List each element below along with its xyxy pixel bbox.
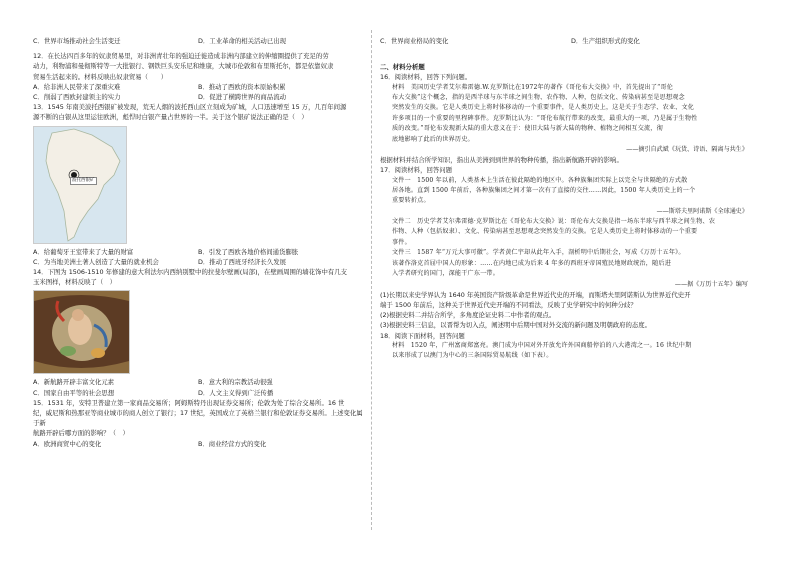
- option-a: A．欧洲商贸中心的变化: [33, 439, 102, 448]
- option-a: A．给葡萄牙王室带来了大量的财富: [33, 247, 134, 256]
- q17-material-1: [380, 176, 762, 207]
- q13-line: 13．1545 年南美波托西银矿被发现，荒无人烟的波托西山区立刻成为矿城，人口迅速增至 15 万，几百年间源: [33, 103, 347, 112]
- q17-heading: 17．阅读材料，回答问题: [380, 166, 453, 175]
- column-divider: [371, 30, 372, 530]
- q17-material-line: 文件一 1500 年以前，人类基本上生活在彼此隔绝的地区中。各种族集团实际上以完全与世隔绝的方式散: [392, 176, 688, 184]
- q11-options-row: [33, 36, 363, 46]
- option-c: C．世界商业格局的变化: [380, 37, 449, 45]
- option-c: C．国家自由平等的社会思想: [33, 388, 115, 397]
- q16-material-line: 底地影响了此后的世界历史。: [392, 135, 474, 143]
- q14-options-row: [33, 377, 363, 387]
- q17-source-3: ——据《万历十五年》编写: [674, 280, 748, 288]
- q16-material-line: 突然发生的交换。它是人类历史上将时体移动的一个重要事件，是人类历史上，这是关于生态学、农业、文化: [392, 104, 695, 112]
- q16-material-line: 质的改变。”哥伦布发现新大陆的重大意义在于：使旧大陆与新大陆的物种、植物之间相互交流，彻: [392, 125, 663, 133]
- option-d: D．促进了横跨世界的商品流动: [198, 93, 286, 102]
- section-heading: 二、材料分析题: [380, 63, 425, 72]
- option-d: D．生产组织形式的变化: [571, 37, 640, 45]
- q12-line: 12．在长达四百多年的奴隶贸易里，对非洲青壮年的强迫迁徙造成非洲内部建立的伸缩圈提供了充足的劳: [33, 52, 329, 61]
- q16-heading: 16．阅读材料，回答下列问题。: [380, 73, 472, 82]
- q16-material-line: 许多项目的一个重要的里程碑事件。克罗斯比认为：“哥伦布航行带来的改变，最重大的一项，乃是属于生物性: [392, 114, 698, 122]
- option-b: B．意大利的宗教活动很强: [198, 378, 273, 387]
- fresco-drawing: [34, 291, 129, 373]
- option-c: C．削弱了西欧封建领主的实力: [33, 93, 121, 102]
- q16-material-line: 布大交换”这个概念，指的是西半球与东半球之间生物、农作物、人种，包括文化、传染病甚至是思想观念: [392, 94, 685, 102]
- south-america-map: [33, 126, 127, 244]
- q15-line: 15．1531 年，安特卫普建立第一家商品交易所；阿姆斯特丹出现证券交易所；伦敦为处了综合交易所。16 世: [33, 398, 345, 407]
- continent-shape: [34, 127, 126, 243]
- q15-line: 纪，威尼斯和热那亚等商业城市的商人创立了银行；17 世纪，英国成立了英格兰银行和伦敦证券交易所。上述变化属于新: [33, 409, 363, 428]
- q18-material: [380, 341, 762, 362]
- fresco-image: [33, 290, 130, 374]
- silver-mine-label: 波托西银矿: [72, 177, 95, 183]
- q17-question-line: (2)根据史料二并结合所学，多角度论证史料二中作者的观点。: [380, 311, 556, 320]
- option-a: A．新航路开辟丰富文化元素: [33, 378, 115, 387]
- q17-material-line: 文件二 历史学者艾尔弗雷德·克罗斯比在《哥伦布大交换》说：哥伦布大交换是指一场东半球与西半球之间生物、农: [392, 218, 716, 226]
- q17-material-2: [380, 217, 762, 248]
- option-d: D．人文主义得到广泛传播: [198, 388, 274, 397]
- q15-options-row: [33, 439, 363, 449]
- left-column: [33, 36, 363, 449]
- q13-stem: [33, 102, 363, 122]
- q18-heading: 18．阅读下面材料，回答问题: [380, 331, 465, 340]
- option-b: B．商业经营方式的变化: [198, 439, 267, 448]
- right-column: [380, 36, 762, 362]
- q13-options-row: [33, 257, 363, 267]
- q17-source-1: ——斯塔夫里阿诺斯《全球通史》: [656, 207, 748, 215]
- q12-line: 贸易生活起来的。材料反映出奴隶贸易（ ）: [33, 72, 168, 81]
- q17-material-line: 重要转折点。: [392, 197, 430, 205]
- q16-material-line: 材料 美国历史学者艾尔弗雷德.W.克罗斯比在1972年的著作《哥伦布大交换》中，首先提出了“哥伦: [392, 83, 674, 91]
- option-b: B．引发了西欧各地价格间通货膨胀: [198, 247, 299, 256]
- q14-line: 14．下图为 1506-1510 年修建的意大利法尔内西纳别墅中的拉斐尔壁画(局部)，在壁画周围的墙花饰中有几支: [33, 268, 348, 277]
- q14-options-row: [33, 388, 363, 398]
- q17-questions: [380, 290, 762, 331]
- option-d: D．工业革命的相关活动已出现: [198, 37, 286, 45]
- q15-options-row-cont: [380, 36, 762, 46]
- q17-question-line: (1)长期以来史学界认为 1640 年英国资产阶级革命是世界近代史的开端，而斯塔夫里阿诺斯认为世界近代史开: [380, 290, 691, 299]
- q12-line: 动力，利物浦和曼彻斯特等一大批银行、钢铁巨头安乐尼和维康，大城市伦敦和布里斯托尔，都是依靠奴隶: [33, 62, 334, 71]
- option-d: D．推动了西班牙经济长久发展: [198, 257, 286, 266]
- q17-material-line: 作物、人种（包括奴隶）、文化、传染病甚至思想观念突然发生的交换。它是人类历史上将时体移动的一个重要: [392, 228, 698, 236]
- q12-options-row: [33, 92, 363, 102]
- q15-stem: [33, 398, 363, 439]
- option-c: C．为当地美洲土著人创造了大量的就业机会: [33, 257, 159, 266]
- q14-stem: [33, 267, 363, 287]
- q18-material-line: 以来形成了以澳门为中心的三条国际贸易航线（如下表）。: [392, 352, 553, 360]
- q13-options-row: [33, 247, 363, 257]
- q13-line: 源不断的白银从这里运往欧洲，彪悍时白银产量占世界的一半。关于这个银矿说法正确的是（ ）: [33, 113, 308, 122]
- q17-material-line: 入学者研究的国门，深能干广东一带。: [392, 270, 499, 278]
- q18-material-line: 材料 1520 年，广州富商郑富亮。澳门成为中国对外开放允许外国商船停泊的八大港湾之一。16 世纪中期: [392, 341, 692, 349]
- q17-question-line: (3)根据史料三信息，以晋帮为切入点，阐述明中后期中国对外交流的新问题及明朝政府的态度。: [380, 321, 652, 330]
- q16-question: 根据材料并结合所学知识，指出从美洲到到世界的物种传播，指出新航路开辟的影响。: [380, 156, 623, 165]
- q12-options-row: [33, 82, 363, 92]
- q17-material-3: [380, 248, 762, 279]
- q17-material-line: 文件三 1587 年“万元大事可徽”。学者黄仁宇却从此年入手，剖析明中后期社会，写成《万历十五年》。: [392, 249, 685, 257]
- option-b: B．推动了西欧的资本原始积累: [198, 82, 286, 91]
- q14-line: 玉米图样，材料反映了（ ）: [33, 278, 117, 287]
- q17-question-line: 端于 1500 年前后，这种关于世界近代史开端的不同看法，反映了史学研究中的何种分歧？: [380, 300, 637, 309]
- q16-material: [380, 83, 762, 145]
- q15-line: 航路开辟后哪方面的影响？（ ）: [33, 429, 129, 438]
- q16-source: ——摘引自武斌《玩货、诗语、隔离与共生》: [626, 146, 748, 154]
- q17-material-line: 该著作洛克首屈中国人的形象：……在内地已成为后来 4 年多的西班牙帝国殖民地财政统治，随后进: [392, 259, 671, 267]
- q17-material-line: 事件。: [392, 238, 411, 246]
- q12-stem: [33, 51, 363, 82]
- q17-material-line: 居各地。直到 1500 年前后，各种族集团之间才第一次有了直接的交往……因此，1500 年人类历史上的一个: [392, 187, 696, 195]
- option-a: A．给非洲人民带来了深重灾难: [33, 82, 121, 91]
- option-c: C．世界市场推动社会生活变迁: [33, 37, 121, 45]
